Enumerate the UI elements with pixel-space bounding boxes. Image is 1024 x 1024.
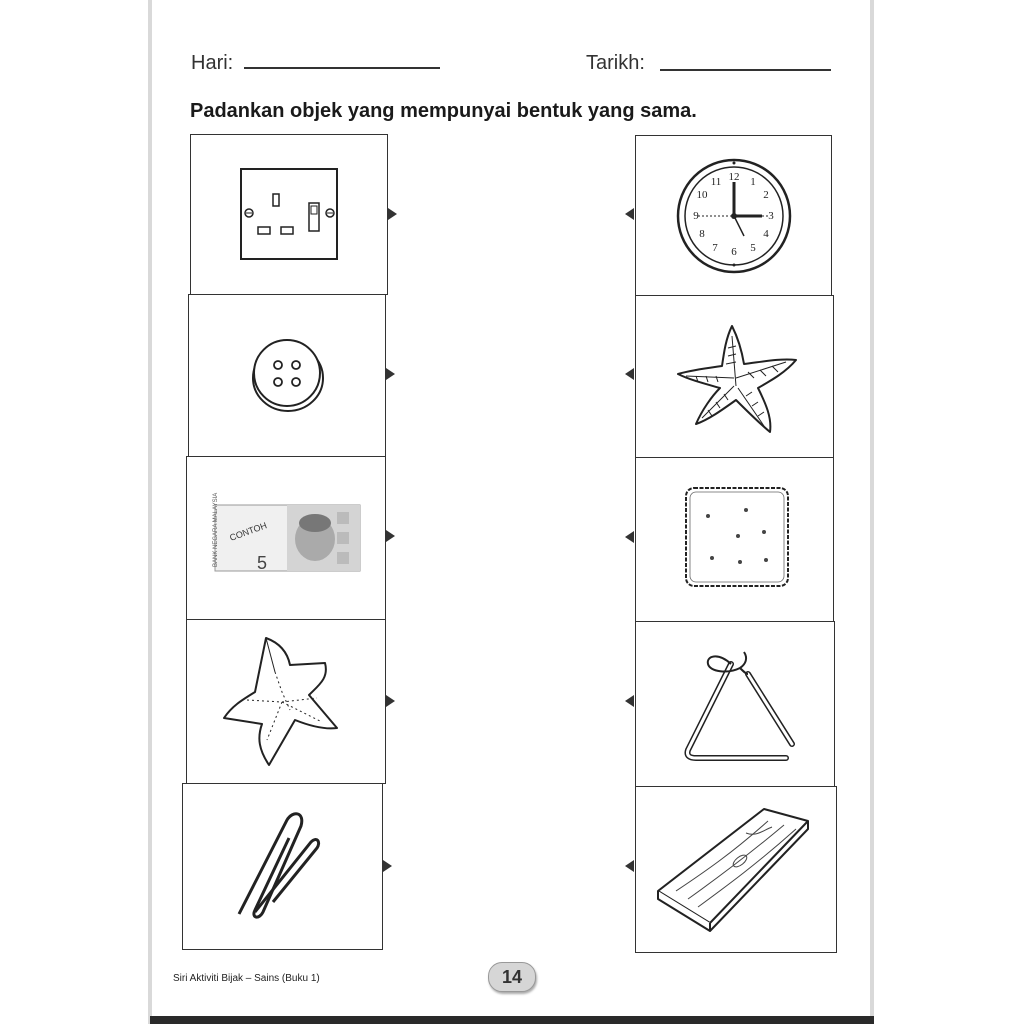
- paperclip-icon: [183, 784, 384, 951]
- svg-text:5: 5: [750, 242, 756, 254]
- svg-text:6: 6: [731, 246, 737, 258]
- day-answer-line[interactable]: [244, 67, 440, 69]
- svg-text:7: 7: [712, 242, 718, 254]
- svg-text:11: 11: [710, 176, 722, 188]
- left-cell-button: [188, 294, 386, 457]
- page-edge-right: [870, 0, 874, 1024]
- svg-text:12: 12: [728, 171, 740, 183]
- clock-icon: [636, 136, 833, 297]
- left-match-dot-5[interactable]: [383, 860, 392, 872]
- right-cell-clock: [635, 135, 832, 296]
- svg-text:10: 10: [696, 189, 708, 201]
- instruction-text: Padankan objek yang mempunyai bentuk yang sama.: [190, 100, 697, 122]
- left-match-dot-3[interactable]: [386, 530, 395, 542]
- svg-text:2: 2: [763, 189, 769, 201]
- svg-text:3: 3: [768, 210, 774, 222]
- wooden-plank-icon: [636, 787, 838, 954]
- svg-text:9: 9: [693, 210, 699, 222]
- series-footer: Siri Aktiviti Bijak – Sains (Buku 1): [173, 973, 320, 984]
- right-cell-triangle: [635, 621, 835, 787]
- svg-text:4: 4: [763, 228, 769, 240]
- svg-text:8: 8: [699, 228, 705, 240]
- wall-socket-icon: [191, 135, 389, 296]
- right-match-dot-5[interactable]: [625, 860, 634, 872]
- day-label: Hari:: [191, 52, 234, 74]
- date-answer-line[interactable]: [660, 69, 831, 71]
- right-match-dot-4[interactable]: [625, 695, 634, 707]
- starfish-icon: [636, 296, 835, 459]
- right-cell-starfish: [635, 295, 834, 458]
- page-number-badge: 14: [488, 962, 536, 992]
- right-match-dot-1[interactable]: [625, 208, 634, 220]
- svg-text:CONTOH: CONTOH: [228, 520, 269, 543]
- left-cell-starfruit: [186, 619, 386, 784]
- left-cell-paperclip: [182, 783, 383, 950]
- svg-text:5: 5: [257, 553, 268, 573]
- page-edge-bottom: [150, 1016, 874, 1024]
- right-cell-biscuit: [635, 457, 834, 622]
- biscuit-icon: [636, 458, 835, 623]
- left-match-dot-1[interactable]: [388, 208, 397, 220]
- triangle-instrument-icon: [636, 622, 836, 788]
- right-match-dot-3[interactable]: [625, 531, 634, 543]
- right-cell-plank: [635, 786, 837, 953]
- date-label: Tarikh:: [586, 52, 645, 74]
- left-match-dot-2[interactable]: [386, 368, 395, 380]
- starfruit-icon: [187, 620, 387, 785]
- right-match-dot-2[interactable]: [625, 368, 634, 380]
- page-edge-left: [148, 0, 152, 1024]
- left-match-dot-4[interactable]: [386, 695, 395, 707]
- banknote-icon: [187, 457, 387, 621]
- left-cell-banknote: [186, 456, 386, 620]
- button-icon: [189, 295, 387, 458]
- left-cell-socket: [190, 134, 388, 295]
- svg-text:1: 1: [750, 176, 756, 188]
- svg-text:BANK NEGARA MALAYSIA: BANK NEGARA MALAYSIA: [213, 492, 219, 567]
